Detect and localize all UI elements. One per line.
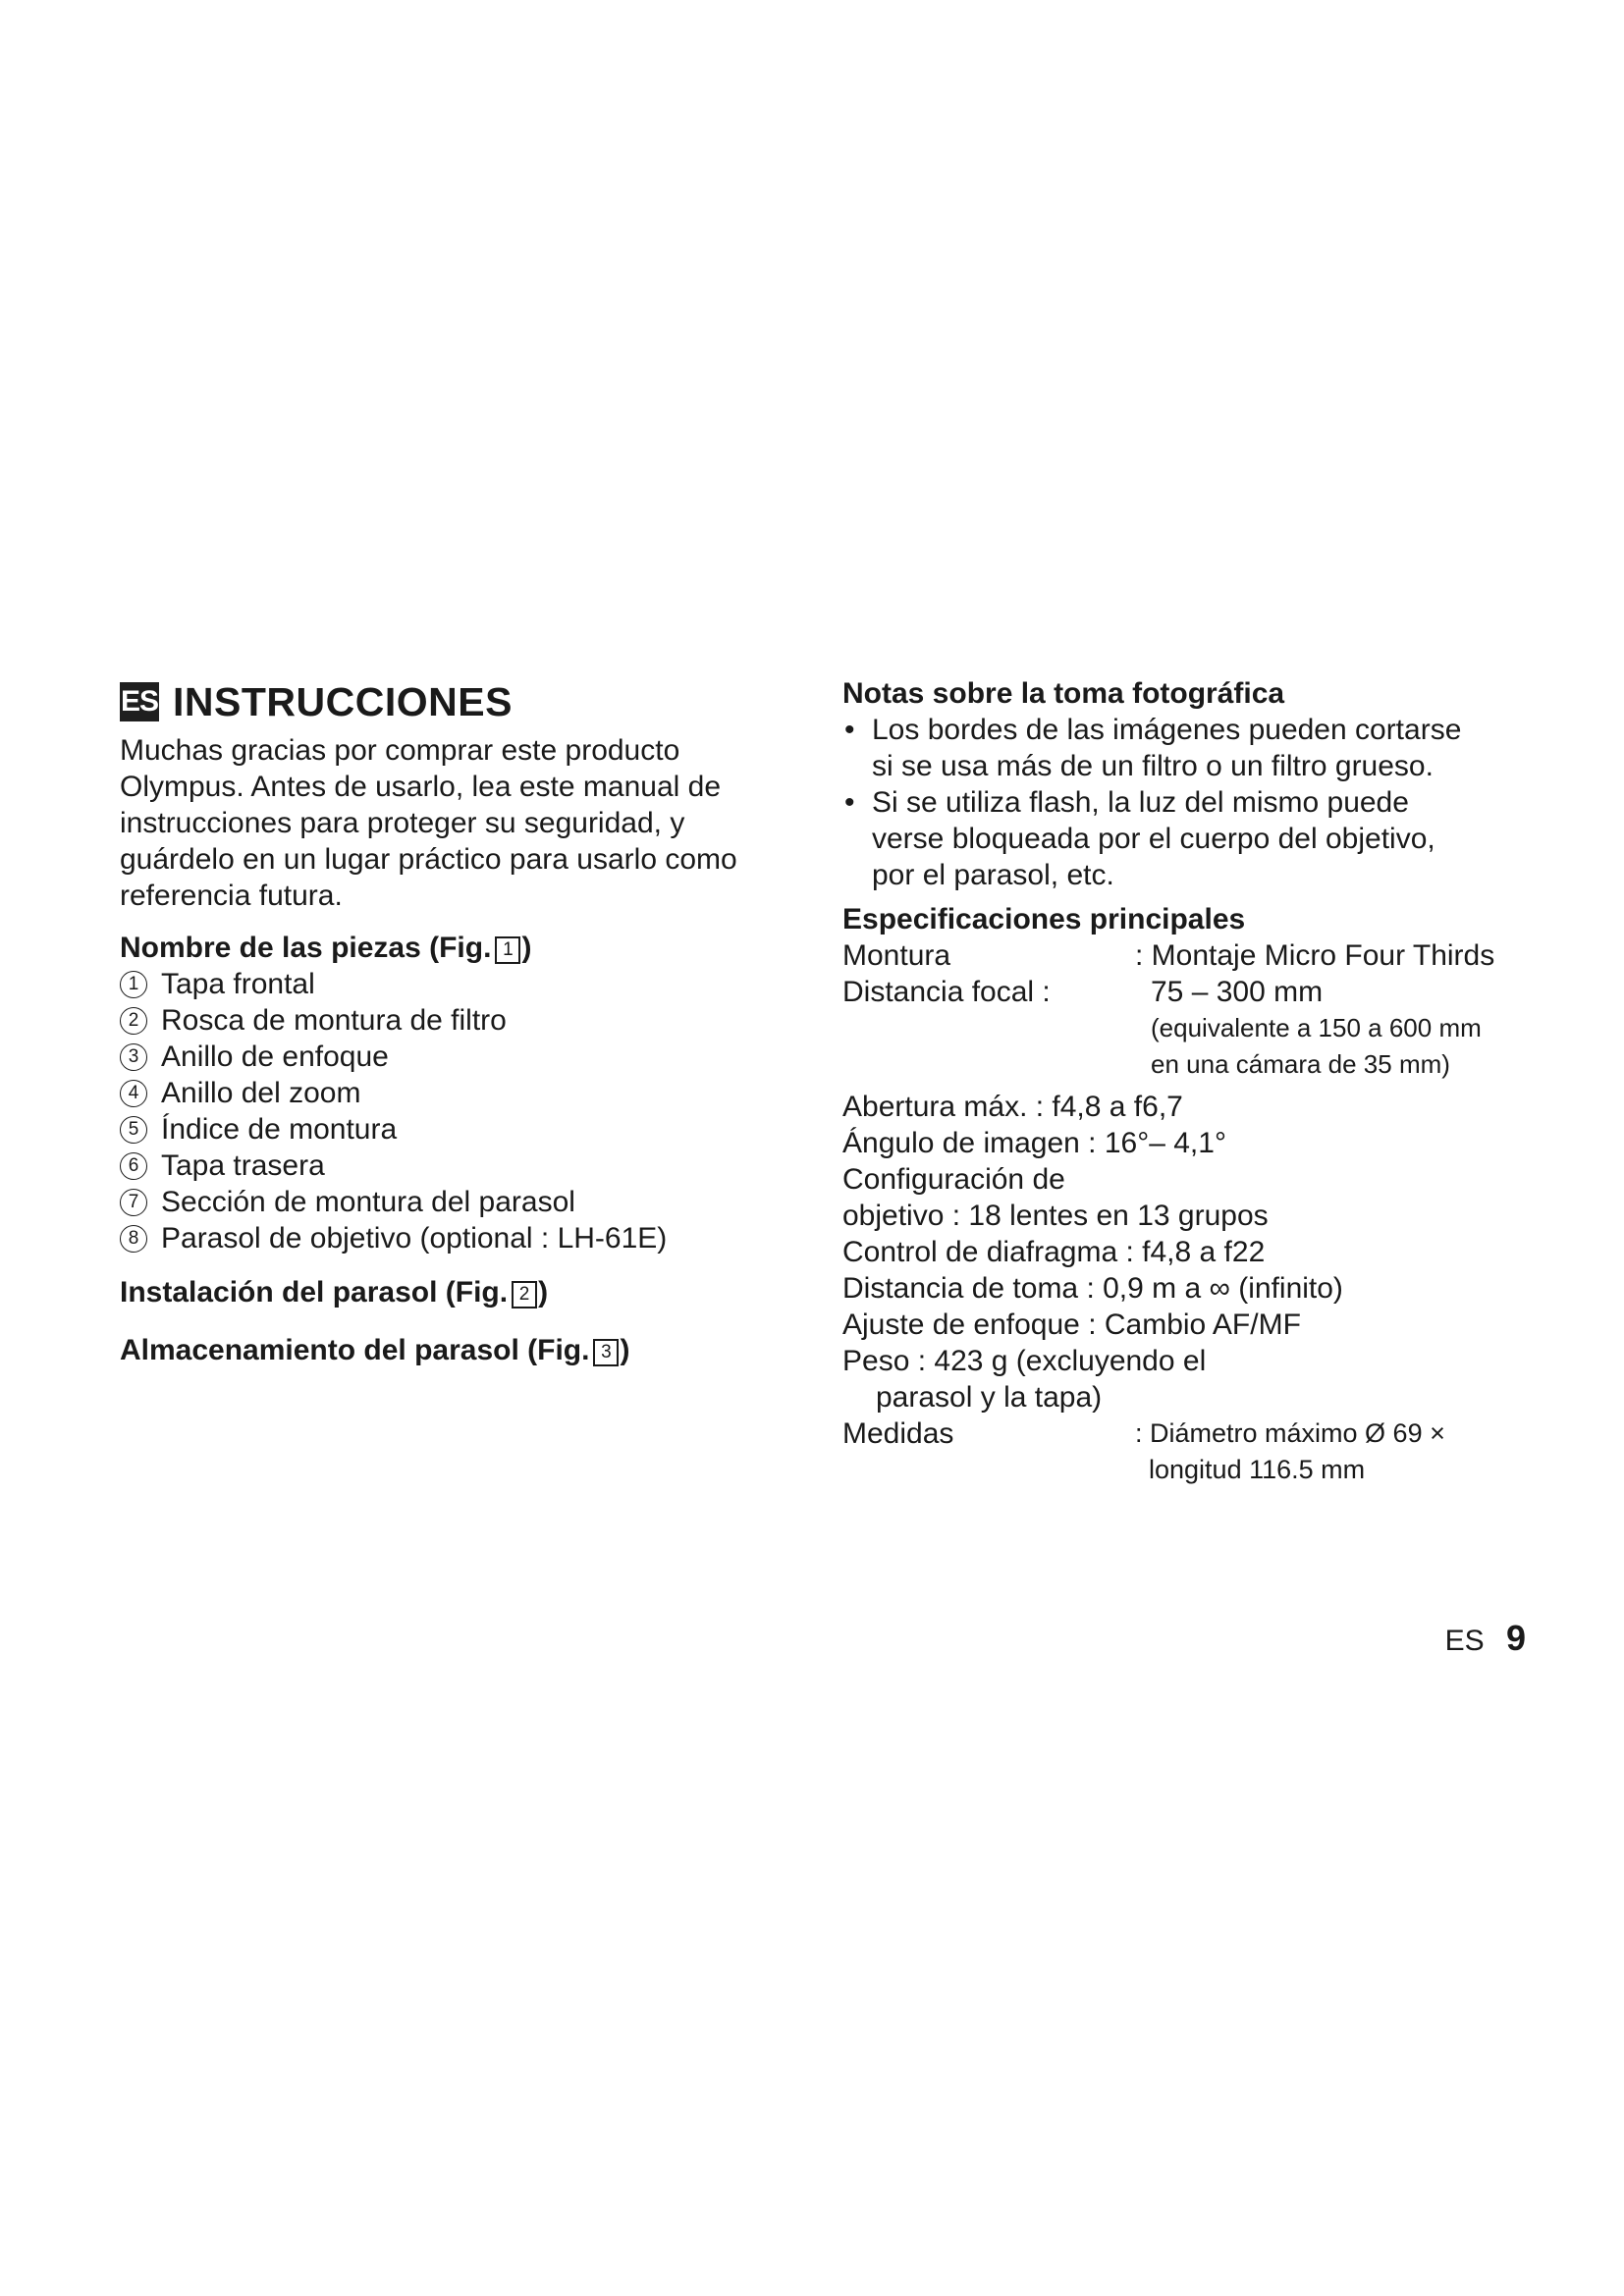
list-item	[120, 1039, 797, 1075]
storage-heading-close: )	[620, 1334, 630, 1366]
part-label: Anillo de enfoque	[161, 1041, 389, 1073]
intro-paragraph	[120, 732, 797, 914]
specs-table	[842, 937, 1520, 1488]
circled-number: 7	[120, 1189, 147, 1216]
spec-row-diaphragm: Control de diafragma : f4,8 a f22	[842, 1236, 1266, 1268]
left-column	[120, 675, 797, 1368]
list-item	[120, 1002, 797, 1039]
intro-line: guárdelo en un lugar práctico para usarlo como	[120, 843, 737, 876]
page-footer	[1445, 1618, 1526, 1659]
note-line: verse bloqueada por el cuerpo del objetivo,	[872, 823, 1435, 855]
figure-ref-1: 1	[495, 936, 520, 964]
title-row	[120, 675, 797, 728]
circled-number: 3	[120, 1043, 147, 1071]
circled-number: 4	[120, 1080, 147, 1107]
part-label: Tapa trasera	[161, 1149, 325, 1182]
spec-row-weight-cont: parasol y la tapa)	[876, 1381, 1103, 1414]
circled-number: 5	[120, 1116, 147, 1144]
figure-ref-2: 2	[512, 1281, 537, 1308]
spec-label: Medidas	[842, 1417, 954, 1450]
storage-heading	[120, 1332, 797, 1368]
spec-row-mount	[842, 937, 1520, 974]
spec-row-config: Configuración de	[842, 1163, 1065, 1196]
specs-heading: Especificaciones principales	[842, 903, 1246, 935]
list-item	[120, 1075, 797, 1111]
spec-row-distance: Distancia de toma : 0,9 m a ∞ (infinito)	[842, 1272, 1343, 1305]
footer-lang: ES	[1444, 1625, 1485, 1657]
spec-note: en una cámara de 35 mm)	[1151, 1049, 1450, 1079]
page-title: INSTRUCCIONES	[173, 678, 513, 724]
circled-number: 8	[120, 1225, 147, 1253]
storage-heading-text: Almacenamiento del parasol (Fig.	[120, 1334, 590, 1366]
spec-row-focus: Ajuste de enfoque : Cambio AF/MF	[842, 1308, 1301, 1341]
spec-value-cont: longitud 116.5 mm	[1149, 1455, 1366, 1484]
note-line: Si se utiliza flash, la luz del mismo puede	[872, 786, 1409, 819]
part-label: Tapa frontal	[161, 968, 315, 1000]
list-item	[120, 1111, 797, 1148]
spec-label: Distancia focal :	[842, 976, 1051, 1008]
spec-row-dims	[842, 1415, 1520, 1452]
spec-row-weight: Peso : 423 g (excluyendo el	[842, 1345, 1207, 1377]
spec-row-focal	[842, 974, 1520, 1010]
intro-line: referencia futura.	[120, 880, 343, 912]
spec-row-config-cont: objetivo : 18 lentes en 13 grupos	[842, 1200, 1269, 1232]
list-item	[120, 1148, 797, 1184]
list-item	[842, 784, 1520, 893]
part-label: Índice de montura	[161, 1113, 398, 1146]
install-heading	[120, 1274, 797, 1310]
notes-heading: Notas sobre la toma fotográfica	[842, 677, 1285, 710]
intro-line: Olympus. Antes de usarlo, lea este manual de	[120, 771, 722, 803]
note-line: si se usa más de un filtro o un filtro grueso.	[872, 750, 1434, 782]
spec-value: 75 – 300 mm	[1151, 976, 1324, 1008]
part-label: Rosca de montura de filtro	[161, 1004, 507, 1037]
parts-heading-text: Nombre de las piezas (Fig.	[120, 932, 492, 964]
part-label: Anillo del zoom	[161, 1077, 361, 1109]
spec-value: : Montaje Micro Four Thirds	[1135, 939, 1495, 972]
right-column	[842, 675, 1520, 1488]
intro-line: Muchas gracias por comprar este producto	[120, 734, 680, 767]
parts-heading-close: )	[521, 932, 532, 964]
spec-row-angle: Ángulo de imagen : 16°– 4,1°	[842, 1127, 1226, 1159]
language-badge: ES	[120, 682, 159, 721]
part-label: Sección de montura del parasol	[161, 1186, 575, 1218]
parts-list	[120, 966, 797, 1256]
part-label: Parasol de objetivo (optional : LH-61E)	[161, 1222, 668, 1255]
note-line: por el parasol, etc.	[872, 859, 1114, 891]
list-item	[842, 712, 1520, 784]
circled-number: 1	[120, 971, 147, 998]
install-heading-text: Instalación del parasol (Fig.	[120, 1276, 509, 1308]
page-number: 9	[1505, 1618, 1526, 1658]
figure-ref-3: 3	[593, 1339, 619, 1366]
spec-note: (equivalente a 150 a 600 mm	[1151, 1013, 1482, 1042]
list-item	[120, 1220, 797, 1256]
spec-row-aperture: Abertura máx. : f4,8 a f6,7	[842, 1091, 1183, 1123]
notes-list	[842, 712, 1520, 893]
install-heading-close: )	[538, 1276, 549, 1308]
circled-number: 6	[120, 1152, 147, 1180]
circled-number: 2	[120, 1007, 147, 1035]
note-line: Los bordes de las imágenes pueden cortarse	[872, 714, 1462, 746]
parts-heading	[120, 930, 797, 966]
spec-value: : Diámetro máximo Ø 69 ×	[1135, 1418, 1445, 1448]
list-item	[120, 966, 797, 1002]
intro-line: instrucciones para proteger su seguridad, y	[120, 807, 685, 839]
spec-label: Montura	[842, 939, 951, 972]
list-item	[120, 1184, 797, 1220]
